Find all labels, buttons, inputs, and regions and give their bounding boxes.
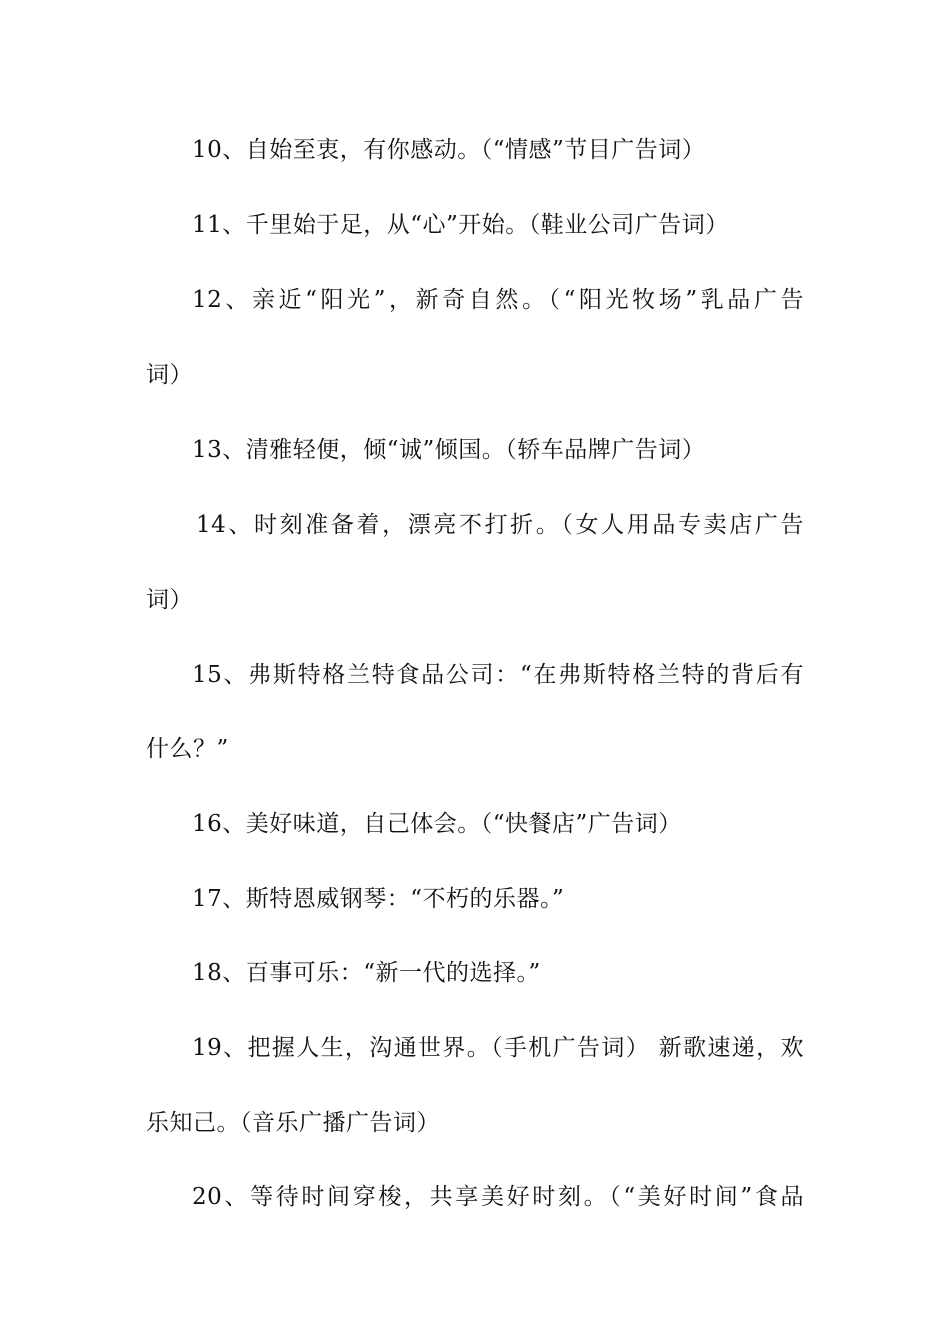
ad-slogan-13: 13、清雅轻便，倾“诚”倾国。（轿车品牌广告词）: [192, 437, 706, 463]
ad-slogan-14-continued: 词）: [146, 587, 193, 613]
ad-slogan-12-continued: 词）: [146, 362, 193, 388]
ad-slogan-20: 20、等待时间穿梭，共享美好时刻。（“美好时间”食品: [192, 1184, 804, 1210]
ad-slogan-17: 17、斯特恩威钢琴：“不朽的乐器。”: [192, 886, 565, 912]
ad-slogan-18: 18、百事可乐：“新一代的选择。”: [192, 960, 541, 986]
ad-slogan-11: 11、千里始于足，从“心”开始。（鞋业公司广告词）: [192, 212, 729, 238]
ad-slogan-16: 16、美好味道，自己体会。（“快餐店”广告词）: [192, 811, 682, 837]
ad-slogan-10: 10、自始至衷，有你感动。（“情感”节目广告词）: [192, 137, 706, 163]
ad-slogan-14: 14、时刻准备着，漂亮不打折。（女人用品专卖店广告: [196, 512, 804, 538]
ad-slogan-15: 15、弗斯特格兰特食品公司：“在弗斯特格兰特的背后有: [192, 662, 804, 688]
ad-slogan-19-continued: 乐知己。（音乐广播广告词）: [146, 1110, 440, 1136]
ad-slogan-12: 12、亲近“阳光”，新奇自然。（“阳光牧场”乳品广告: [192, 287, 804, 313]
ad-slogan-19: 19、把握人生，沟通世界。（手机广告词） 新歌速递，欢: [192, 1035, 804, 1061]
ad-slogan-15-continued: 什么？”: [146, 736, 229, 762]
